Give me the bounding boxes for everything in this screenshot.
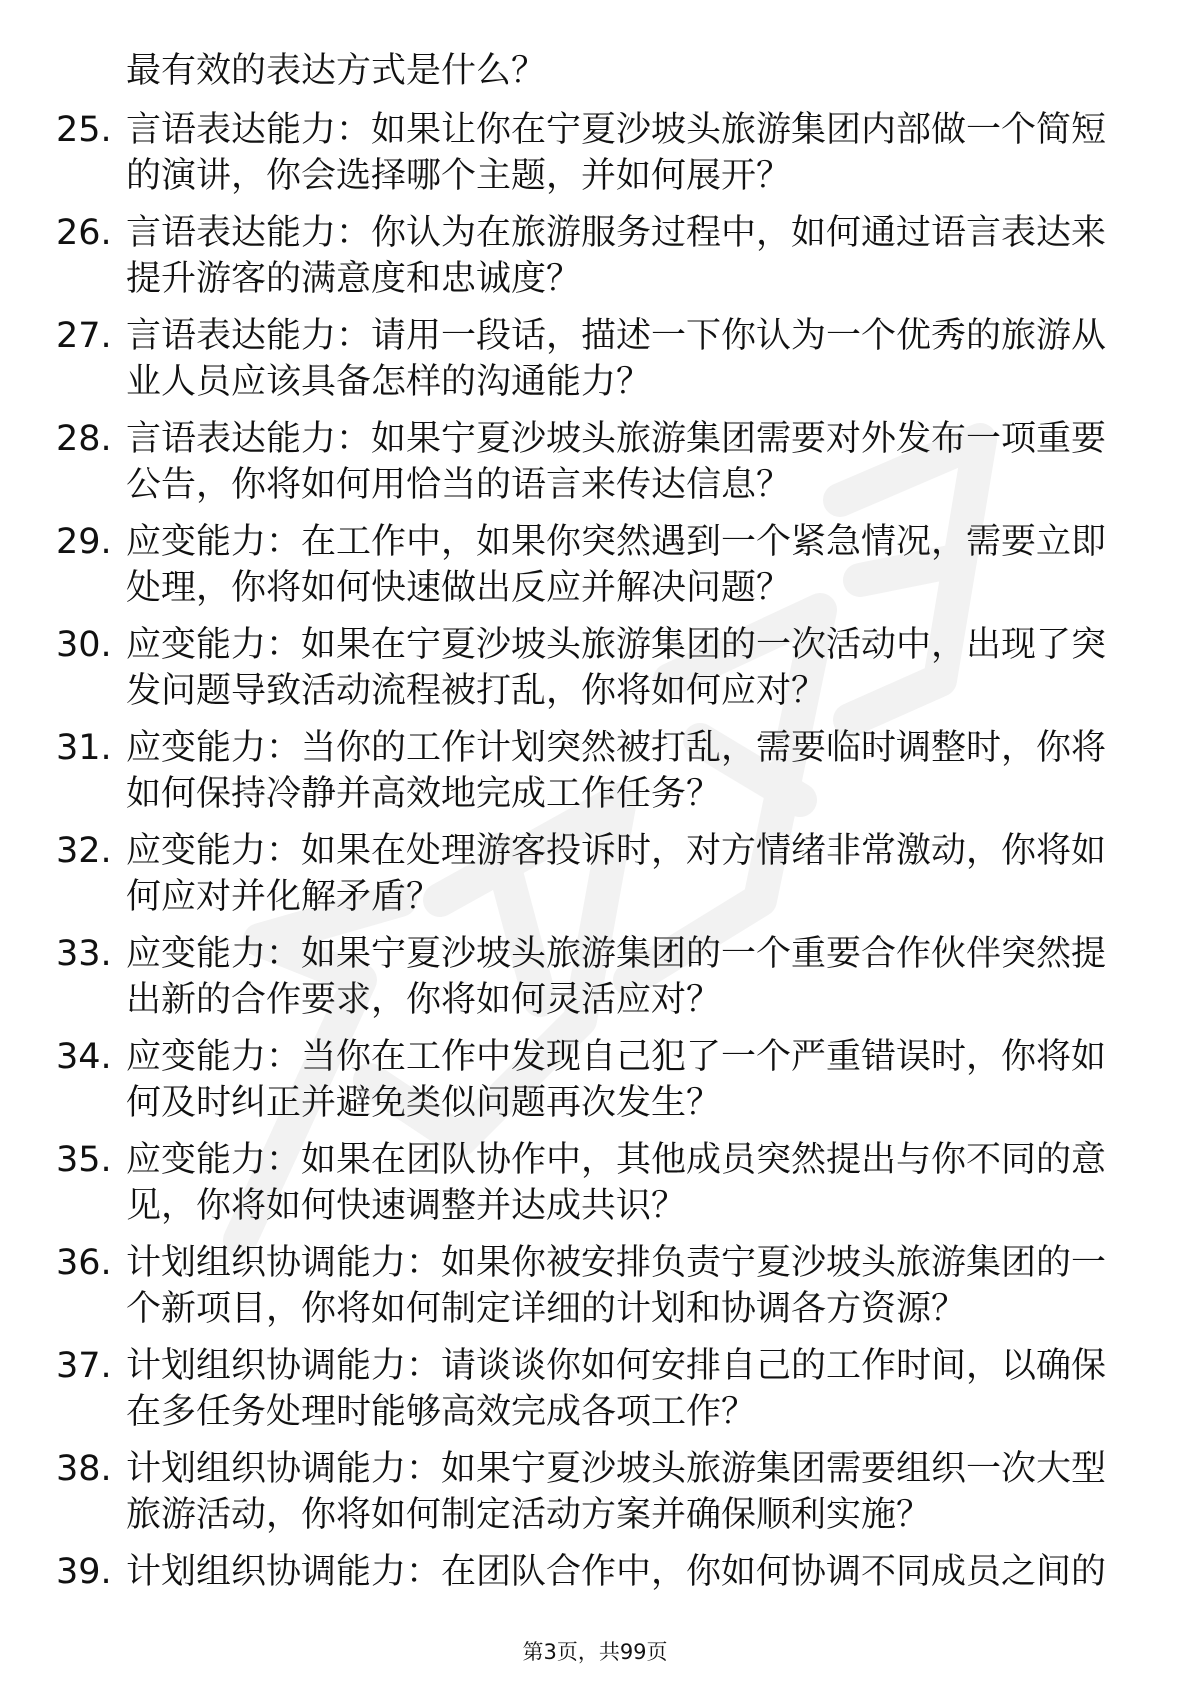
question-item: [0, 210, 1190, 313]
question-text-line: 应变能力：如果在宁夏沙坡头旅游集团的一次活动中，出现了突: [126, 625, 1107, 665]
question-item: [0, 622, 1190, 725]
question-text-line: 旅游活动，你将如何制定活动方案并确保顺利实施？: [126, 1495, 932, 1535]
question-item: [0, 1137, 1190, 1240]
question-number: 34.: [56, 1037, 112, 1077]
question-item: [0, 1549, 1190, 1652]
question-item: [0, 1343, 1190, 1446]
question-item: [0, 416, 1190, 519]
question-list: [0, 107, 1190, 1652]
question-number: 37.: [56, 1346, 112, 1386]
question-text-line: 个新项目，你将如何制定详细的计划和协调各方资源？: [126, 1289, 967, 1329]
question-item: [0, 107, 1190, 210]
question-text-line: 应变能力：当你的工作计划突然被打乱，需要临时调整时，你将: [126, 728, 1107, 768]
question-text-line: 在多任务处理时能够高效完成各项工作？: [126, 1392, 757, 1432]
question-number: 30.: [56, 625, 112, 665]
question-item: [0, 725, 1190, 828]
question-number: 35.: [56, 1140, 112, 1180]
question-number: 39.: [56, 1552, 112, 1592]
question-text-line: 发问题导致活动流程被打乱，你将如何应对？: [126, 671, 827, 711]
question-number: 28.: [56, 419, 112, 459]
question-number: 26.: [56, 213, 112, 253]
question-text-line: 计划组织协调能力：如果宁夏沙坡头旅游集团需要组织一次大型: [126, 1449, 1107, 1489]
page-number-footer: 第3页，共99页: [522, 1640, 668, 1664]
question-item: [0, 828, 1190, 931]
question-number: 31.: [56, 728, 112, 768]
question-text-line: 业人员应该具备怎样的沟通能力？: [126, 362, 652, 402]
question-text-line: 言语表达能力：如果让你在宁夏沙坡头旅游集团内部做一个简短: [126, 110, 1107, 150]
question-text-line: 见，你将如何快速调整并达成共识？: [126, 1186, 687, 1226]
question-text-line: 计划组织协调能力：在团队合作中，你如何协调不同成员之间的: [126, 1552, 1107, 1592]
continued-question-text: 最有效的表达方式是什么？: [126, 51, 547, 91]
question-number: 36.: [56, 1243, 112, 1283]
question-text-line: 如何保持冷静并高效地完成工作任务？: [126, 774, 722, 814]
question-text-line: 应变能力：如果在处理游客投诉时，对方情绪非常激动，你将如: [126, 831, 1107, 871]
question-text-line: 应变能力：在工作中，如果你突然遇到一个紧急情况，需要立即: [126, 522, 1107, 562]
question-text-line: 公告，你将如何用恰当的语言来传达信息？: [126, 465, 792, 505]
question-text-line: 出新的合作要求，你将如何灵活应对？: [126, 980, 722, 1020]
question-item: [0, 1240, 1190, 1343]
question-item: [0, 313, 1190, 416]
question-number: 32.: [56, 831, 112, 871]
question-text-line: 计划组织协调能力：如果你被安排负责宁夏沙坡头旅游集团的一: [126, 1243, 1107, 1283]
question-text-line: 提升游客的满意度和忠诚度？: [126, 259, 582, 299]
question-number: 38.: [56, 1449, 112, 1489]
question-text-line: 何及时纠正并避免类似问题再次发生？: [126, 1083, 722, 1123]
question-number: 25.: [56, 110, 112, 150]
question-item: [0, 1446, 1190, 1549]
question-text-line: 言语表达能力：如果宁夏沙坡头旅游集团需要对外发布一项重要: [126, 419, 1107, 459]
question-text-line: 应变能力：如果宁夏沙坡头旅游集团的一个重要合作伙伴突然提: [126, 934, 1107, 974]
question-item: [0, 519, 1190, 622]
question-text-line: 处理，你将如何快速做出反应并解决问题？: [126, 568, 792, 608]
question-number: 27.: [56, 316, 112, 356]
question-item: [0, 1034, 1190, 1137]
question-item: [0, 931, 1190, 1034]
question-text-line: 言语表达能力：你认为在旅游服务过程中，如何通过语言表达来: [126, 213, 1107, 253]
question-number: 29.: [56, 522, 112, 562]
question-number: 33.: [56, 934, 112, 974]
question-text-line: 应变能力：当你在工作中发现自己犯了一个严重错误时，你将如: [126, 1037, 1107, 1077]
question-text-line: 何应对并化解矛盾？: [126, 877, 442, 917]
question-text-line: 言语表达能力：请用一段话，描述一下你认为一个优秀的旅游从: [126, 316, 1107, 356]
question-text-line: 应变能力：如果在团队协作中，其他成员突然提出与你不同的意: [126, 1140, 1107, 1180]
question-text-line: 计划组织协调能力：请谈谈你如何安排自己的工作时间，以确保: [126, 1346, 1107, 1386]
question-text-line: 的演讲，你会选择哪个主题，并如何展开？: [126, 156, 792, 196]
